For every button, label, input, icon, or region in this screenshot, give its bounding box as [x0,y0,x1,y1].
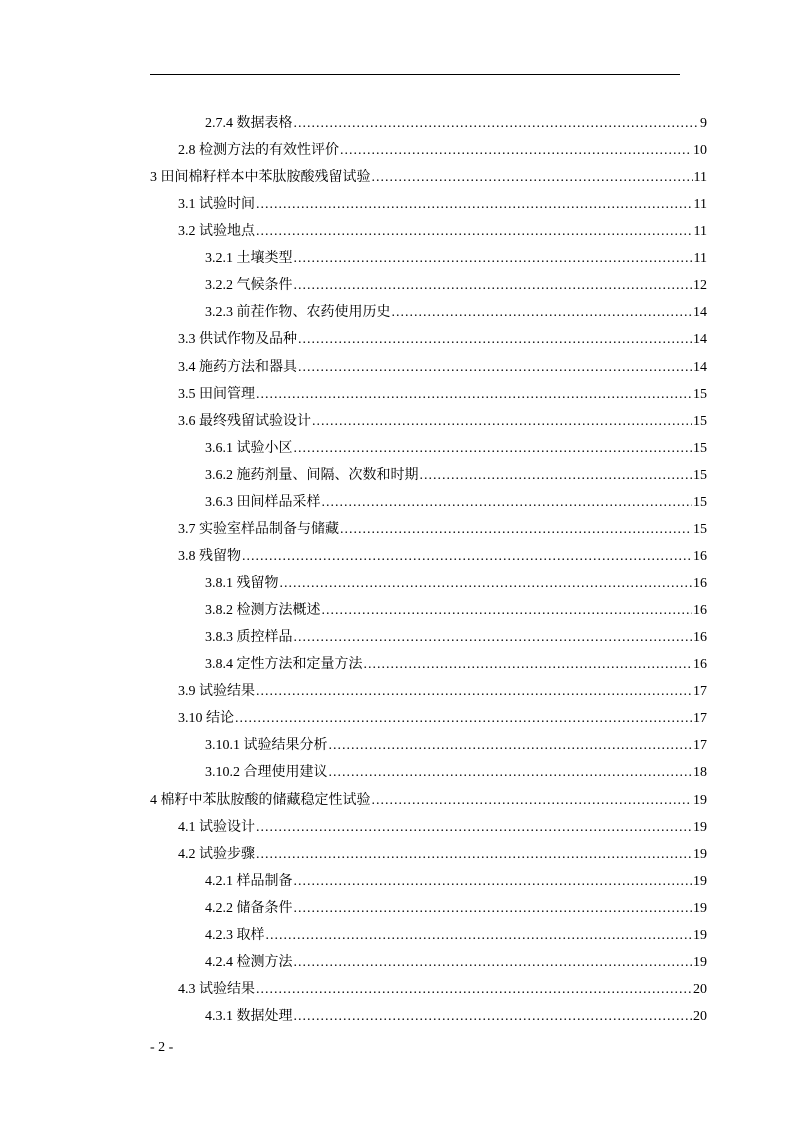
toc-dot-leader [256,841,692,868]
toc-entry-title: 3.2.3 前茬作物、农药使用历史 [205,305,391,321]
toc-entry-title: 3.6.2 施药剂量、间隔、次数和时期 [205,467,419,483]
toc-dot-leader [294,868,693,895]
toc-entry-title: 3.6.3 田间样品采样 [205,494,321,510]
toc-dot-leader [256,381,692,408]
toc-entry-title: 3 田间棉籽样本中苯肽胺酸残留试验 [150,170,371,186]
toc-entry[interactable] [205,1003,707,1030]
toc-entry[interactable] [178,705,707,732]
toc-entry-title: 3.10 结论 [178,711,234,727]
toc-dot-leader [256,191,693,218]
toc-entry[interactable] [205,272,707,299]
toc-entry-title: 3.6.1 试验小区 [205,440,293,456]
toc-dot-leader [294,110,700,137]
header-rule [150,74,680,75]
toc-entry-page: 19 [693,846,707,862]
toc-entry-page: 15 [693,413,707,429]
toc-entry[interactable] [150,787,707,814]
toc-entry[interactable] [178,408,707,435]
toc-entry[interactable] [205,462,707,489]
toc-entry[interactable] [178,381,707,408]
toc-entry-page: 19 [693,927,707,943]
toc-entry[interactable] [205,868,707,895]
toc-entry[interactable] [205,570,707,597]
toc-dot-leader [372,164,693,191]
toc-dot-leader [312,408,692,435]
toc-entry-title: 4.2.4 检测方法 [205,954,293,970]
toc-entry[interactable] [178,516,707,543]
toc-entry-title: 4.2.2 储备条件 [205,900,293,916]
toc-entry-page: 9 [700,116,707,131]
toc-entry-page: 19 [693,900,707,916]
toc-entry-title: 4.3 试验结果 [178,981,255,997]
toc-dot-leader [329,759,693,786]
toc-dot-leader [294,272,693,299]
toc-entry-page: 11 [693,251,707,267]
toc-entry[interactable] [150,164,707,191]
toc-entry[interactable] [205,732,707,759]
toc-entry-title: 3.8.1 残留物 [205,576,279,592]
toc-entry-title: 2.7.4 数据表格 [205,116,293,131]
toc-entry[interactable] [205,299,707,326]
toc-dot-leader [364,651,693,678]
toc-entry-page: 11 [693,224,707,240]
toc-entry-page: 14 [693,305,707,321]
toc-entry-page: 19 [693,873,707,889]
toc-entry-title: 3.7 实验室样品制备与储藏 [178,521,339,537]
toc-entry-title: 3.2.2 气候条件 [205,278,293,294]
toc-entry-title: 4.2.1 样品制备 [205,873,293,889]
toc-dot-leader [235,705,692,732]
toc-dot-leader [266,922,693,949]
toc-entry-title: 3.8.2 检测方法概述 [205,603,321,619]
toc-entry-title: 2.8 检测方法的有效性评价 [178,143,339,159]
toc-entry-title: 3.1 试验时间 [178,197,255,213]
toc-entry[interactable] [178,218,707,245]
toc-entry[interactable] [178,137,707,164]
toc-entry-page: 15 [693,386,707,402]
toc-dot-leader [340,516,692,543]
toc-entry[interactable] [205,624,707,651]
toc-entry-page: 15 [693,521,707,537]
toc-dot-leader [294,949,693,976]
toc-entry-title: 3.8.4 定性方法和定量方法 [205,657,363,673]
toc-entry-page: 17 [693,684,707,700]
toc-dot-leader [256,218,693,245]
toc-dot-leader [392,299,693,326]
toc-entry-title: 3.4 施药方法和器具 [178,359,297,375]
toc-entry[interactable] [178,543,707,570]
toc-entry[interactable] [205,110,707,137]
toc-entry-title: 4 棉籽中苯肽胺酸的储藏稳定性试验 [150,792,371,808]
toc-entry-page: 17 [693,738,707,754]
toc-entry[interactable] [178,678,707,705]
toc-entry-title: 3.2.1 土壤类型 [205,251,293,267]
toc-entry-page: 19 [693,792,707,808]
toc-dot-leader [294,435,693,462]
toc-entry[interactable] [178,326,707,353]
toc-dot-leader [256,976,692,1003]
toc-dot-leader [420,462,693,489]
toc-entry-page: 20 [693,1008,707,1024]
toc-entry-page: 16 [693,603,707,619]
toc-entry[interactable] [205,651,707,678]
toc-dot-leader [294,895,693,922]
toc-entry-title: 3.6 最终残留试验设计 [178,413,311,429]
toc-entry-title: 4.2 试验步骤 [178,846,255,862]
toc-entry[interactable] [205,245,707,272]
toc-entry-page: 17 [693,711,707,727]
toc-entry-page: 10 [693,143,707,159]
toc-dot-leader [298,326,692,353]
toc-entry[interactable] [178,976,707,1003]
toc-entry-page: 18 [693,765,707,781]
toc-dot-leader [256,678,692,705]
toc-entry[interactable] [178,354,707,381]
toc-entry-page: 14 [693,359,707,375]
toc-entry-page: 16 [693,657,707,673]
toc-entry-title: 3.9 试验结果 [178,684,255,700]
toc-entry[interactable] [205,435,707,462]
page-number: - 2 - [150,1040,174,1055]
toc-entry-page: 15 [693,467,707,483]
toc-dot-leader [372,787,693,814]
toc-entry[interactable] [205,489,707,516]
toc-entry-title: 3.8.3 质控样品 [205,630,293,646]
toc-dot-leader [294,1003,693,1030]
toc-dot-leader [322,597,693,624]
toc-dot-leader [280,570,693,597]
toc-entry[interactable] [178,191,707,218]
toc-dot-leader [322,489,693,516]
toc-dot-leader [242,543,692,570]
toc-entry-title: 3.10.2 合理使用建议 [205,765,328,781]
toc-entry[interactable] [205,922,707,949]
toc-entry-page: 15 [693,494,707,510]
toc-entry[interactable] [205,759,707,786]
toc-dot-leader [298,354,692,381]
toc-entry-page: 16 [693,548,707,564]
toc-entry-title: 3.8 残留物 [178,548,241,564]
toc-entry-title: 3.10.1 试验结果分析 [205,738,328,754]
toc-entry-page: 11 [693,197,707,213]
toc-entry-page: 15 [693,440,707,456]
toc-entry[interactable] [178,841,707,868]
toc-entry-title: 4.3.1 数据处理 [205,1008,293,1024]
toc-dot-leader [256,814,692,841]
toc-entry-title: 4.2.3 取样 [205,927,265,943]
toc-entry-title: 3.5 田间管理 [178,386,255,402]
toc-dot-leader [294,624,693,651]
toc-entry[interactable] [205,597,707,624]
toc-entry-page: 16 [693,576,707,592]
toc-entry[interactable] [178,814,707,841]
toc-entry-page: 12 [693,278,707,294]
toc-entry-page: 11 [693,170,707,186]
toc-entry-page: 20 [693,981,707,997]
toc-entry-page: 16 [693,630,707,646]
toc-entry-page: 19 [693,954,707,970]
toc-dot-leader [340,137,692,164]
toc-entry-title: 3.3 供试作物及品种 [178,332,297,348]
toc-entry-page: 19 [693,819,707,835]
toc-entry-title: 3.2 试验地点 [178,224,255,240]
toc-dot-leader [329,732,693,759]
toc-entry[interactable] [205,949,707,976]
toc-entry-title: 4.1 试验设计 [178,819,255,835]
toc-entry[interactable] [205,895,707,922]
toc-dot-leader [294,245,693,272]
toc-entry-page: 14 [693,332,707,348]
